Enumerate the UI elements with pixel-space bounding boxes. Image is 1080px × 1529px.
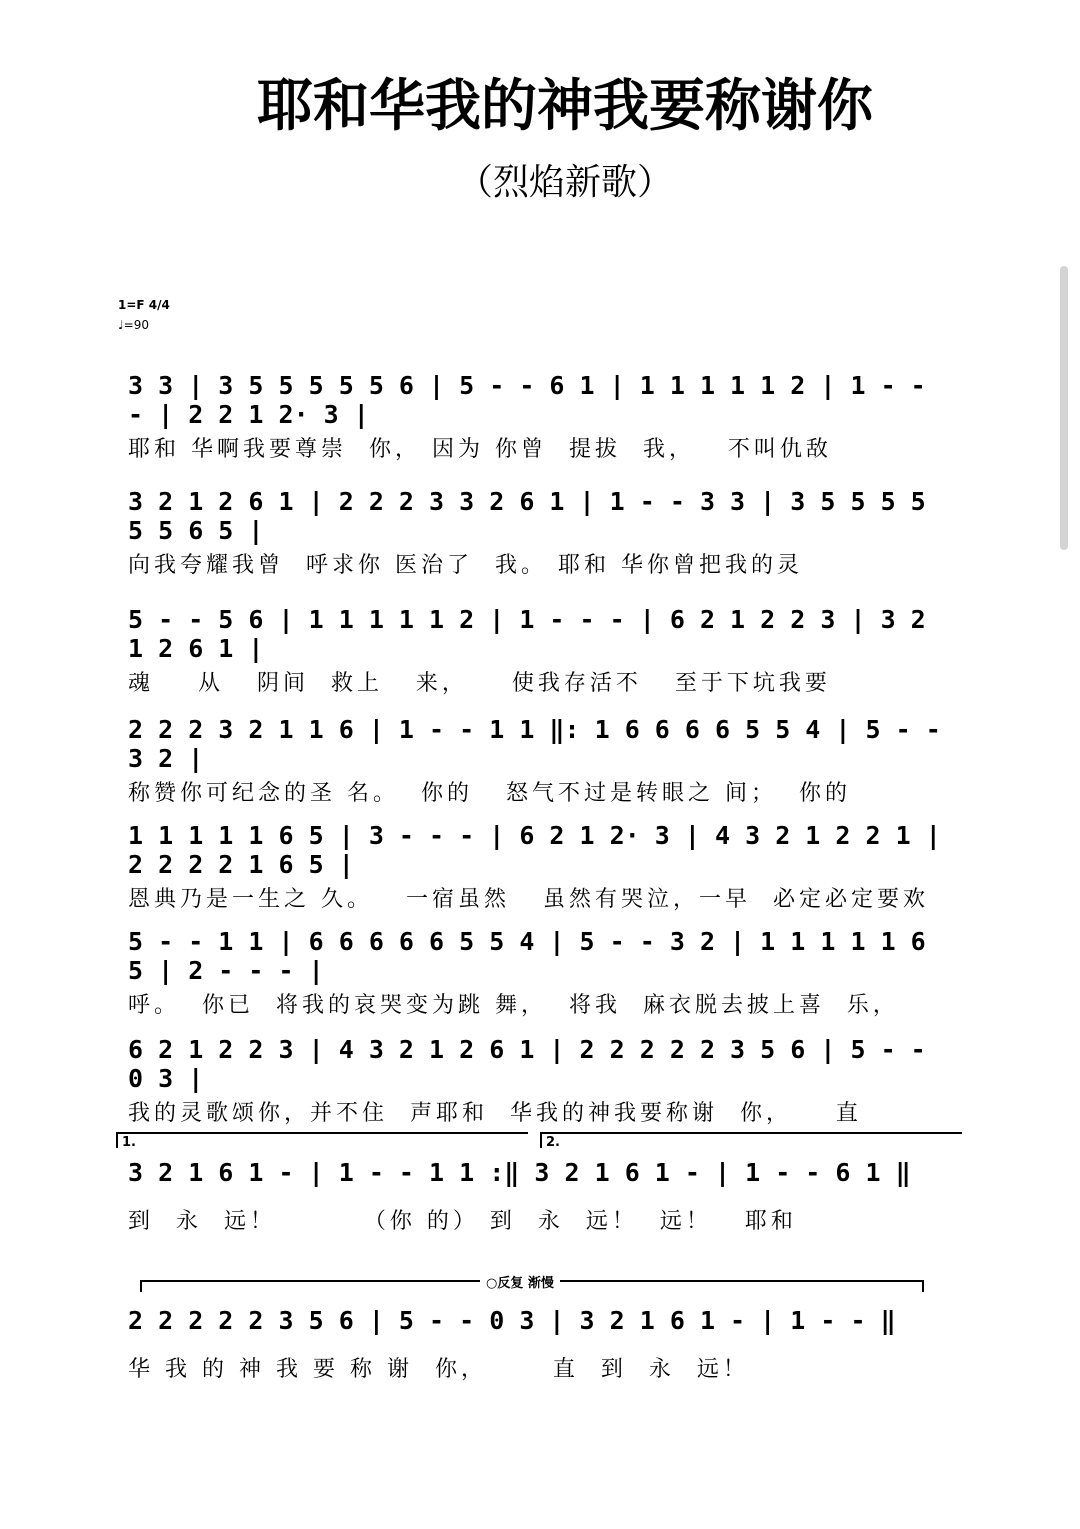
- first-ending-bracket: [116, 1132, 528, 1148]
- score-system-7: [0, 1035, 1080, 1134]
- tempo-marking: ♩=90: [118, 318, 149, 332]
- score-system-4: [0, 715, 1080, 814]
- lyrics-line: 向我夸耀我曾 呼求你 医治了 我。 耶和 华你曾把我的灵: [128, 553, 803, 578]
- notation-line: 6 2 1 2 2 3 | 4 3 2 1 2 6 1 | 2 2 2 2 2 3 5 6 | 5 - - 0 3 |: [128, 1035, 926, 1093]
- score-system-2: [0, 487, 1080, 586]
- lyrics-line: 华 我 的 神 我 要 称 谢 你， 直 到 永 远！: [128, 1357, 749, 1382]
- first-ending-label: 1.: [122, 1135, 136, 1150]
- second-ending-label: 2.: [546, 1135, 560, 1150]
- score-system-8: [0, 1152, 1080, 1242]
- key-signature: 1=F 4/4: [118, 298, 170, 312]
- song-subtitle: （烈焰新歌）: [456, 162, 673, 203]
- lyrics-line: 恩典乃是一生之 久。 一宿虽然 虽然有哭泣，一早 必定必定要欢: [128, 887, 929, 912]
- notation-line: 3 2 1 2 6 1 | 2 2 2 3 3 2 6 1 | 1 - - 3 3 | 3 5 5 5 5 5 5 6 5 |: [128, 487, 926, 545]
- lyrics-line: 魂 从 阴间 救上 来， 使我存活不 至于下坑我要: [128, 671, 831, 696]
- lyrics-line: 我的灵歌颂你，并不住 声耶和 华我的神我要称谢 你， 直: [128, 1101, 862, 1126]
- notation-line: 3 3 | 3 5 5 5 5 5 6 | 5 - - 6 1 | 1 1 1 1 1 2 | 1 - - - | 2 2 1 2· 3 |: [128, 371, 926, 429]
- lyrics-line: 到 永 远！ （你 的） 到 永 远！ 远！ 耶和: [128, 1209, 797, 1234]
- score-system-5: [0, 821, 1080, 920]
- score-system-3: [0, 605, 1080, 704]
- lyrics-line: 呼。 你已 将我的哀哭变为跳 舞， 将我 麻衣脱去披上喜 乐，: [128, 993, 899, 1018]
- notation-line: 5 - - 1 1 | 6 6 6 6 6 5 5 4 | 5 - - 3 2 | 1 1 1 1 1 6 5 | 2 - - - |: [128, 927, 926, 985]
- song-title: 耶和华我的神我要称谢你: [257, 73, 873, 139]
- notation-line: 3 2 1 6 1 - | 1 - - 1 1 :‖ 3 2 1 6 1 - | 1 - - 6 1 ‖: [128, 1157, 911, 1187]
- repeat-instruction: ○反复 渐慢: [480, 1272, 560, 1291]
- score-system-1: [0, 371, 1080, 470]
- second-ending-bracket: [540, 1132, 962, 1148]
- lyrics-line: 耶和 华啊我要尊崇 你， 因为 你曾 提拔 我， 不叫仇敌: [128, 437, 832, 462]
- notation-line: 1 1 1 1 1 6 5 | 3 - - - | 6 2 1 2· 3 | 4 3 2 1 2 2 1 | 2 2 2 2 1 6 5 |: [128, 821, 941, 879]
- notation-line: 2 2 2 3 2 1 1 6 | 1 - - 1 1 ‖: 1 6 6 6 6 5 5 4 | 5 - - 3 2 |: [128, 715, 941, 773]
- score-system-6: [0, 927, 1080, 1026]
- notation-line: 5 - - 5 6 | 1 1 1 1 1 2 | 1 - - - | 6 2 1 2 2 3 | 3 2 1 2 6 1 |: [128, 605, 926, 663]
- notation-line: 2 2 2 2 2 3 5 6 | 5 - - 0 3 | 3 2 1 6 1 - | 1 - - ‖: [128, 1305, 896, 1335]
- score-system-9: [0, 1300, 1080, 1390]
- lyrics-line: 称赞你可纪念的圣 名。 你的 怒气不过是转眼之 间； 你的: [128, 781, 851, 806]
